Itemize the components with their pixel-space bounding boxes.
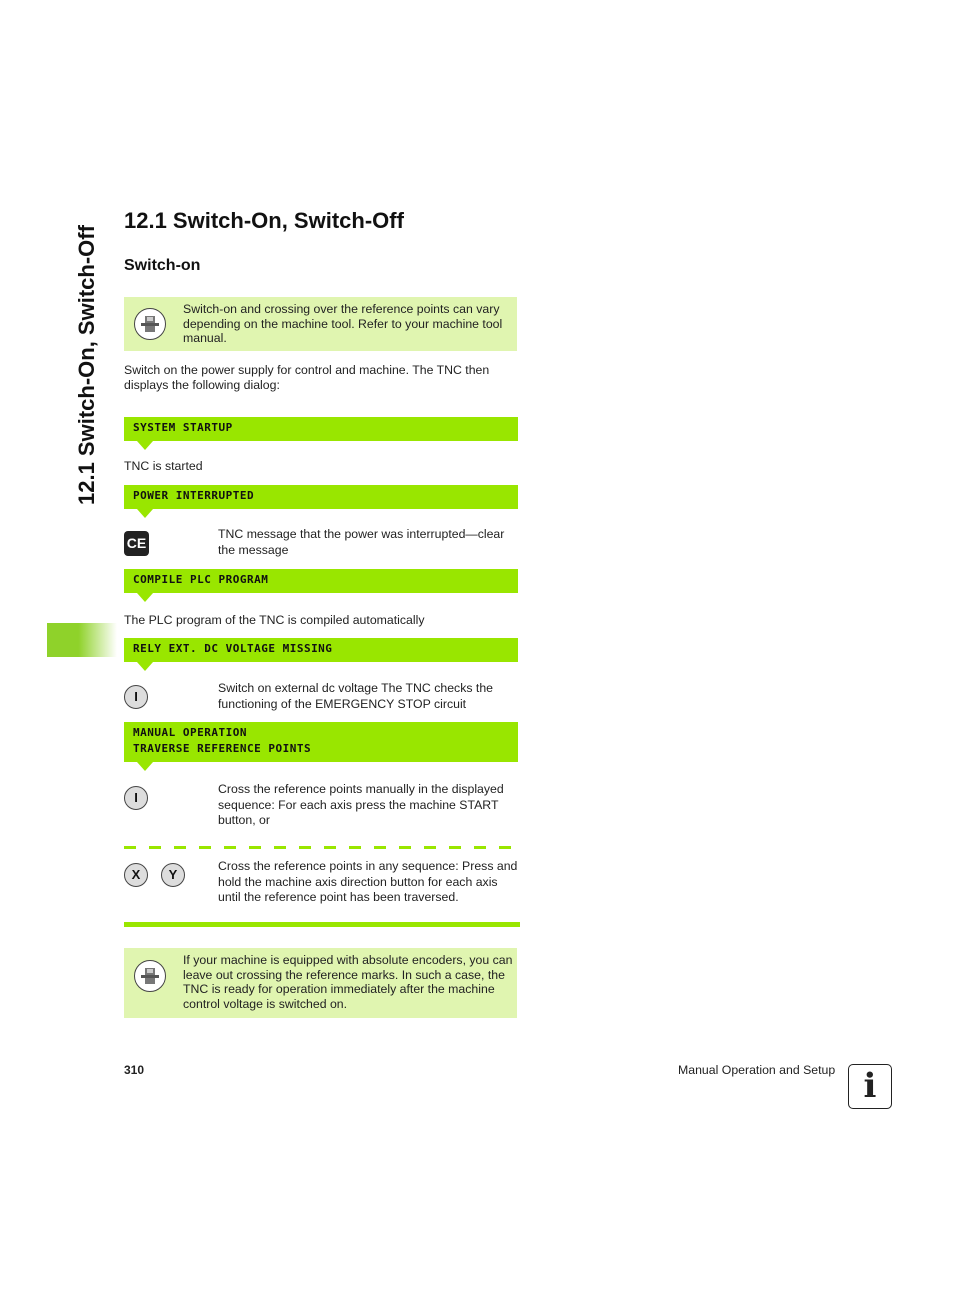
dialog-line: MANUAL OPERATION — [133, 726, 247, 739]
step-text: Switch on external dc voltage The TNC checks the functioning of the EMERGENCY STOP circuit — [218, 681, 493, 711]
section-end-divider — [124, 922, 520, 927]
note-text: Switch-on and crossing over the reference points can vary depending on the machine tool. Refer to your machine tool manual. — [183, 302, 503, 345]
info-icon: i — [848, 1064, 892, 1109]
side-chapter-title: 12.1 Switch-On, Switch-Off — [74, 225, 99, 505]
intro-text: Switch on the power supply for control and machine. The TNC then displays the following dialog: — [124, 363, 490, 392]
dialog-manual-operation — [124, 722, 518, 762]
start-key-icon: I — [124, 685, 148, 709]
step-text: Cross the reference points in any sequence: Press and hold the machine axis direction button for each axis until the reference point has been traversed. — [218, 859, 518, 904]
dialog-system-startup: SYSTEM STARTUP — [124, 417, 518, 441]
machine-note-1 — [124, 297, 517, 351]
step-text: Cross the reference points manually in the displayed sequence: For each axis press the machine START button, or — [218, 782, 504, 827]
step-text: TNC message that the power was interrupted—clear the message — [218, 527, 505, 557]
x-axis-key-icon: X — [124, 863, 148, 887]
step-text: TNC is started — [124, 459, 203, 473]
machine-tool-icon — [134, 960, 166, 992]
dialog-compile-plc: COMPILE PLC PROGRAM — [124, 569, 518, 593]
dialog-power-interrupted: POWER INTERRUPTED — [124, 485, 518, 509]
ce-key-icon: CE — [124, 531, 149, 556]
page-number: 310 — [124, 1063, 145, 1077]
or-divider — [124, 846, 520, 849]
y-axis-key-icon: Y — [161, 863, 185, 887]
page-title: 12.1 Switch-On, Switch-Off — [124, 208, 404, 233]
dialog-dc-voltage-missing: RELY EXT. DC VOLTAGE MISSING — [124, 638, 518, 662]
step-text: The PLC program of the TNC is compiled automatically — [124, 613, 425, 627]
note-text: If your machine is equipped with absolute encoders, you can leave out crossing the reference marks. In such a case, the TNC is ready for operation immediately after the machine control voltage is switched on. — [183, 953, 513, 1011]
start-key-icon: I — [124, 786, 148, 810]
dialog-line: TRAVERSE REFERENCE POINTS — [133, 742, 312, 755]
section-heading: Switch-on — [124, 257, 201, 274]
footer-section: Manual Operation and Setup — [678, 1063, 836, 1077]
machine-tool-icon — [134, 308, 166, 340]
machine-note-2 — [124, 948, 517, 1018]
chapter-tab-marker — [47, 623, 117, 657]
